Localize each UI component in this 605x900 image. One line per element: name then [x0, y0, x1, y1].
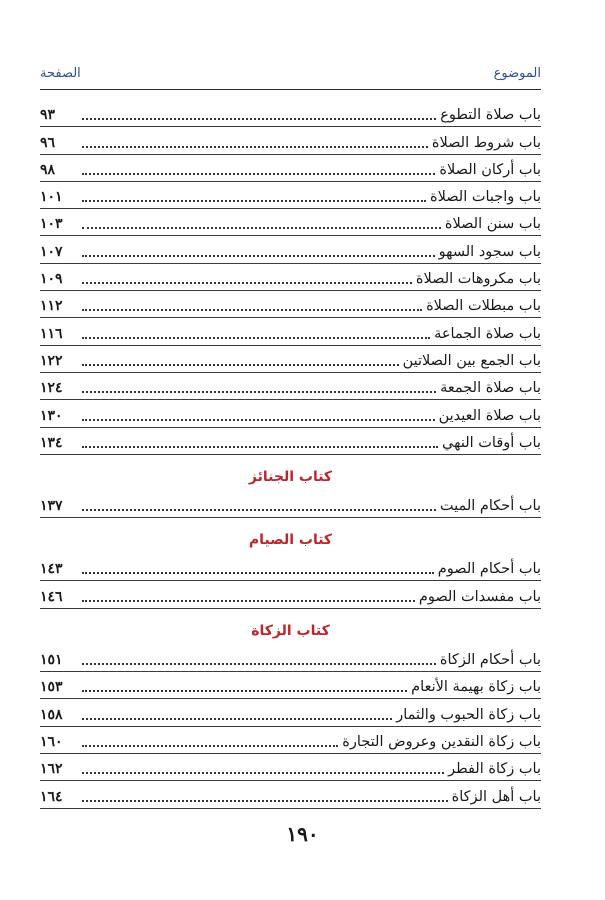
toc-entry-title: باب صلاة الجمعة — [440, 380, 541, 397]
toc-entry-title: باب مفسدات الصوم — [418, 588, 541, 605]
dot-leader — [82, 255, 435, 257]
dot-leader — [82, 419, 435, 421]
dot-leader — [82, 200, 426, 202]
toc-entry-title: باب الجمع بين الصلاتين — [402, 352, 541, 369]
toc-entry-page: ١٢٢ — [40, 352, 63, 369]
toc-entry[interactable] — [40, 236, 541, 263]
toc-entry-page: ١٥٨ — [40, 706, 63, 723]
toc-entry-page: ١٣٧ — [40, 498, 63, 515]
dot-leader — [82, 745, 338, 747]
toc-entry-page: ٩٣ — [40, 107, 56, 124]
toc-entry-page: ١٥١ — [40, 652, 63, 669]
toc-entry-page: ١٦٤ — [40, 788, 63, 805]
toc-entry[interactable] — [40, 318, 541, 345]
toc-entry-page: ١١٢ — [40, 298, 63, 315]
toc-entry[interactable] — [40, 428, 541, 455]
toc-entry-title: باب سنن الصلاة — [444, 216, 541, 233]
header-divider — [40, 89, 541, 90]
dot-leader — [82, 572, 434, 574]
toc-entry-title: باب سجود السهو — [438, 243, 541, 260]
toc-entry[interactable] — [40, 155, 541, 182]
toc-entry[interactable] — [40, 100, 541, 127]
dot-leader — [82, 663, 436, 665]
toc-entry[interactable] — [40, 581, 541, 608]
dot-leader — [82, 600, 415, 602]
toc-entry-title: باب مكروهات الصلاة — [415, 271, 541, 288]
toc-entry[interactable] — [40, 373, 541, 400]
page-column-label: الصفحة — [40, 66, 81, 81]
toc-entry-page: ١٠٩ — [40, 271, 63, 288]
toc-entry-title: باب زكاة النقدين وعروض التجارة — [342, 733, 541, 750]
toc-entry[interactable] — [40, 264, 541, 291]
toc-entry-title: باب أحكام الصوم — [437, 561, 541, 578]
toc-entry-page: ٩٦ — [40, 134, 56, 151]
dot-leader — [82, 309, 422, 311]
table-of-contents — [40, 100, 541, 809]
toc-entry-page: ١٦٢ — [40, 761, 63, 778]
toc-entry-title: باب شروط الصلاة — [431, 134, 541, 151]
toc-entry-page: ١٤٣ — [40, 561, 63, 578]
toc-entry-page: ١٠١ — [40, 189, 63, 206]
toc-entry[interactable] — [40, 727, 541, 754]
toc-entry[interactable] — [40, 554, 541, 581]
toc-entry[interactable] — [40, 699, 541, 726]
toc-entry-page: ١٣٤ — [40, 434, 63, 451]
toc-entry-page: ١٣٠ — [40, 407, 63, 424]
toc-entry-title: باب صلاة الجماعة — [434, 325, 541, 342]
dot-leader — [82, 282, 412, 284]
toc-entry-title: باب صلاة العيدين — [438, 407, 541, 424]
toc-entry-page: ٩٨ — [40, 161, 56, 178]
topic-column-label: الموضوع — [493, 66, 541, 81]
toc-entry-page: ١٥٣ — [40, 679, 63, 696]
dot-leader — [82, 173, 435, 175]
section-title: كتاب الصيام — [248, 532, 333, 549]
dot-leader — [82, 718, 392, 720]
toc-entry-title: باب أحكام الزكاة — [439, 652, 541, 669]
toc-entry[interactable] — [40, 781, 541, 808]
toc-entry-page: ١١٦ — [40, 325, 63, 342]
page-number: ١٩٠ — [286, 822, 319, 846]
toc-entry[interactable] — [40, 346, 541, 373]
dot-leader — [82, 800, 448, 802]
toc-entry[interactable] — [40, 182, 541, 209]
toc-entry-title: باب زكاة الحبوب والثمار — [396, 706, 541, 723]
toc-entry-title: باب مبطلات الصلاة — [426, 298, 541, 315]
toc-entry-title: باب زكاة الفطر — [448, 761, 541, 778]
section-title: كتاب الزكاة — [251, 622, 330, 639]
toc-entry-title: باب أهل الزكاة — [451, 788, 541, 805]
toc-entry[interactable] — [40, 209, 541, 236]
toc-header — [40, 66, 541, 81]
dot-leader — [82, 364, 399, 366]
dot-leader — [82, 772, 444, 774]
toc-entry-page: ١٦٠ — [40, 733, 63, 750]
section-title: كتاب الجنائز — [248, 468, 333, 485]
dot-leader — [82, 146, 428, 148]
toc-entry[interactable] — [40, 754, 541, 781]
toc-entry[interactable] — [40, 645, 541, 672]
toc-entry-page: ١٢٤ — [40, 380, 63, 397]
toc-entry-title: باب أركان الصلاة — [439, 161, 541, 178]
toc-entry[interactable] — [40, 491, 541, 518]
toc-entry-title: باب أحكام الميت — [439, 498, 541, 515]
dot-leader — [82, 446, 438, 448]
dot-leader — [82, 509, 436, 511]
dot-leader — [82, 690, 407, 692]
toc-entry-page: ١٠٣ — [40, 216, 63, 233]
toc-entry[interactable] — [40, 291, 541, 318]
toc-entry-title: باب صلاة التطوع — [440, 107, 541, 124]
toc-entry-title: باب زكاة بهيمة الأنعام — [411, 679, 541, 696]
toc-entry-page: ١٠٧ — [40, 243, 63, 260]
toc-entry[interactable] — [40, 400, 541, 427]
dot-leader — [82, 391, 436, 393]
dot-leader — [82, 118, 436, 120]
dot-leader — [82, 337, 430, 339]
toc-entry[interactable] — [40, 127, 541, 154]
toc-entry-title: باب واجبات الصلاة — [429, 189, 541, 206]
dot-leader — [82, 227, 441, 229]
toc-entry-title: باب أوقات النهي — [442, 434, 541, 451]
toc-entry[interactable] — [40, 672, 541, 699]
toc-entry-page: ١٤٦ — [40, 588, 63, 605]
